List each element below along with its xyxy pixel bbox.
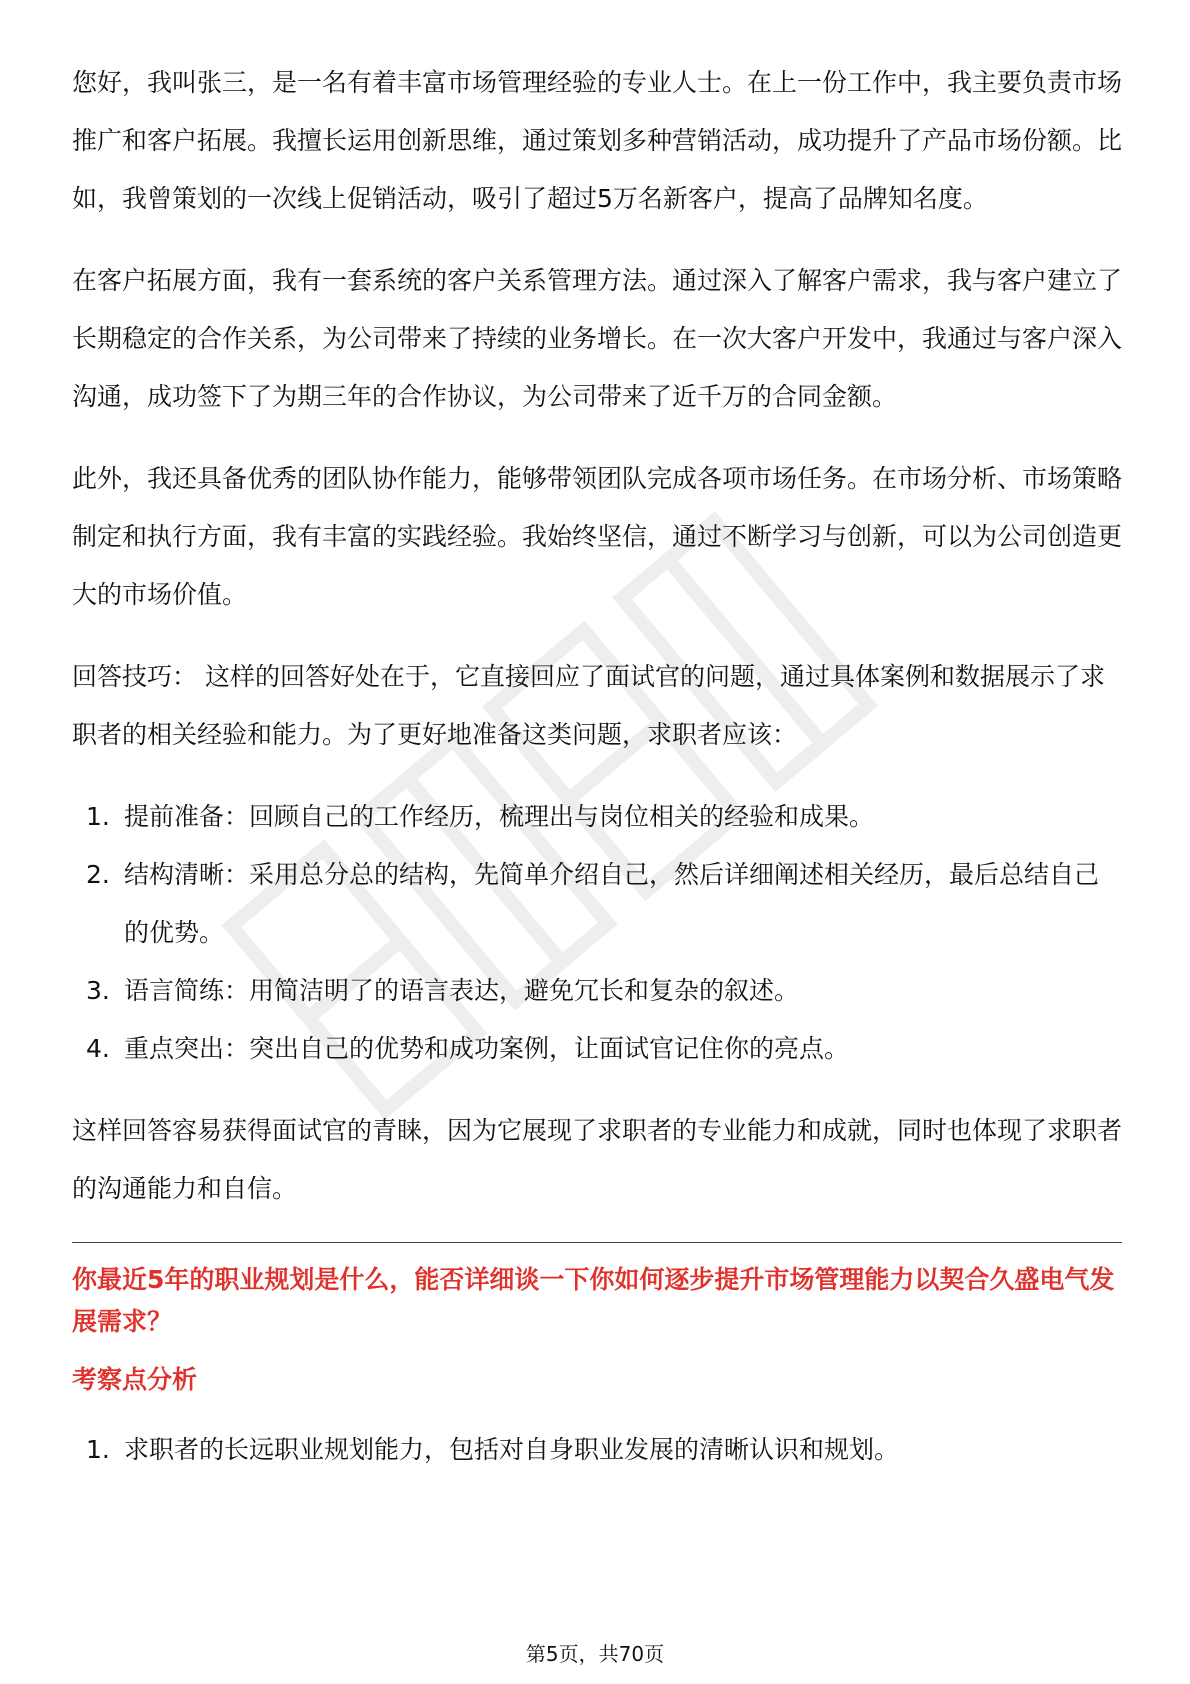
list-item bbox=[72, 788, 1122, 846]
list-item-text: 语言简练：用简洁明了的语言表达，避免冗长和复杂的叙述。 bbox=[124, 976, 800, 1005]
list-item bbox=[72, 1421, 1122, 1479]
section-divider bbox=[72, 1242, 1122, 1243]
paragraph-answer-tips: 回答技巧： 这样的回答好处在于，它直接回应了面试官的问题，通过具体案例和数据展示了求职者的相关经验和能力。为了更好地准备这类问题，求职者应该： bbox=[72, 662, 1105, 749]
list-item-number: 1. bbox=[86, 1435, 110, 1464]
list-item-text: 求职者的长远职业规划能力，包括对自身职业发展的清晰认识和规划。 bbox=[124, 1435, 900, 1464]
document-page bbox=[72, 54, 1122, 1503]
list-item-text: 提前准备：回顾自己的工作经历，梳理出与岗位相关的经验和成果。 bbox=[124, 802, 875, 831]
list-item-number: 2. bbox=[86, 860, 110, 889]
question-heading: 你最近5年的职业规划是什么，能否详细谈一下你如何逐步提升市场管理能力以契合久盛电气发展需求？ bbox=[72, 1265, 1115, 1336]
tips-list bbox=[72, 788, 1122, 1078]
paragraph-teamwork: 此外，我还具备优秀的团队协作能力，能够带领团队完成各项市场任务。在市场分析、市场策略制定和执行方面，我有丰富的实践经验。我始终坚信，通过不断学习与创新，可以为公司创造更大的市场价值。 bbox=[72, 464, 1123, 609]
analysis-list bbox=[72, 1421, 1122, 1479]
paragraph-intro: 您好，我叫张三，是一名有着丰富市场管理经验的专业人士。在上一份工作中，我主要负责市场推广和客户拓展。我擅长运用创新思维，通过策划多种营销活动，成功提升了产品市场份额。比如，我曾策划的一次线上促销活动，吸引了超过5万名新客户，提高了品牌知名度。 bbox=[72, 68, 1123, 213]
list-item-number: 1. bbox=[86, 802, 110, 831]
page-number: 第5页，共70页 bbox=[525, 1642, 665, 1666]
list-item-number: 4. bbox=[86, 1034, 110, 1063]
list-item-text: 重点突出：突出自己的优势和成功案例，让面试官记住你的亮点。 bbox=[124, 1034, 850, 1063]
analysis-subheading: 考察点分析 bbox=[72, 1365, 198, 1394]
list-item-text: 结构清晰：采用总分总的结构，先简单介绍自己，然后详细阐述相关经历，最后总结自己的优势。 bbox=[124, 860, 1100, 947]
list-item bbox=[72, 1020, 1122, 1078]
list-item bbox=[72, 962, 1122, 1020]
paragraph-closing: 这样回答容易获得面试官的青睐，因为它展现了求职者的专业能力和成就，同时也体现了求职者的沟通能力和自信。 bbox=[72, 1116, 1123, 1203]
list-item bbox=[72, 846, 1122, 962]
list-item-number: 3. bbox=[86, 976, 110, 1005]
paragraph-customer-expansion: 在客户拓展方面，我有一套系统的客户关系管理方法。通过深入了解客户需求，我与客户建立了长期稳定的合作关系，为公司带来了持续的业务增长。在一次大客户开发中，我通过与客户深入沟通，成功签下了为期三年的合作协议，为公司带来了近千万的合同金额。 bbox=[72, 266, 1123, 411]
